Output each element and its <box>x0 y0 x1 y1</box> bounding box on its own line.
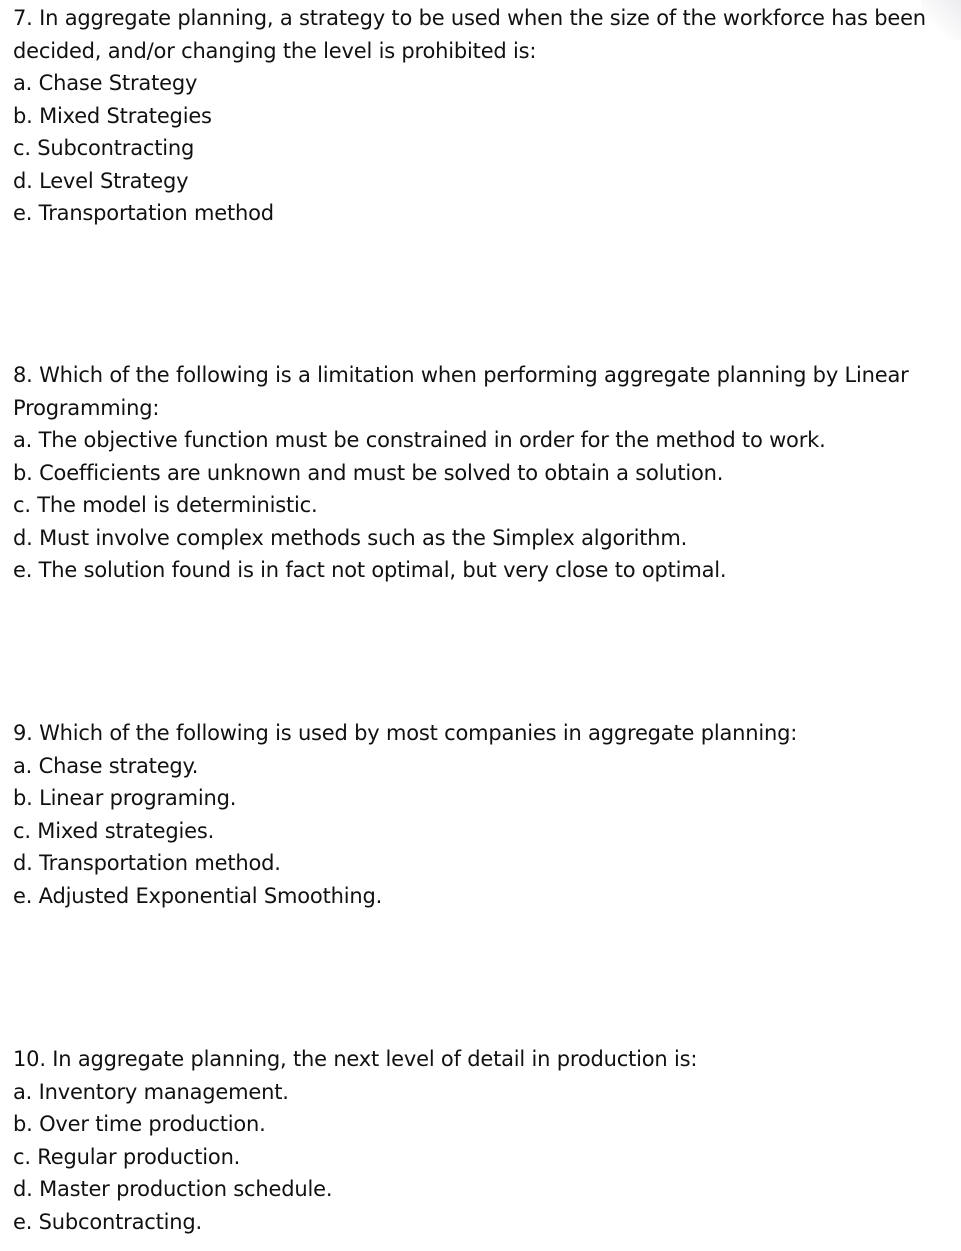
option-a: a. Chase Strategy <box>13 71 198 95</box>
option-c: c. Subcontracting <box>13 136 195 160</box>
option-d: d. Level Strategy <box>13 168 189 193</box>
option-e: e. The solution found is in fact not optimal, but very close to optimal. <box>13 558 727 582</box>
question-stem <box>13 717 957 750</box>
option-a: a. Inventory management. <box>13 1079 289 1104</box>
option-e: e. Subcontracting. <box>13 1209 203 1234</box>
option-a: a. Chase strategy. <box>13 753 199 778</box>
question-8 <box>13 359 957 587</box>
option-d: d. Transportation method. <box>13 851 281 875</box>
question-stem-line: 9. Which of the following is used by most companies in aggregate planning: <box>13 721 798 745</box>
option-d: d. Master production schedule. <box>13 1177 333 1201</box>
question-7 <box>13 2 957 230</box>
option-c: c. The model is deterministic. <box>13 493 318 517</box>
question-stem <box>13 2 957 67</box>
option-d: d. Must involve complex methods such as the Simplex algorithm. <box>13 525 688 550</box>
option-b: b. Coefficients are unknown and must be solved to obtain a solution. <box>13 460 724 485</box>
option-c: c. Regular production. <box>13 1144 241 1169</box>
question-stem <box>13 1043 957 1076</box>
question-stem-line: 7. In aggregate planning, a strategy to be used when the size of the workforce has been <box>13 6 926 30</box>
option-e: e. Transportation method <box>13 201 274 225</box>
question-10 <box>13 1043 957 1238</box>
question-stem-line: 10. In aggregate planning, the next level of detail in production is: <box>13 1047 698 1071</box>
option-e: e. Adjusted Exponential Smoothing. <box>13 883 383 908</box>
option-b: b. Mixed Strategies <box>13 103 212 128</box>
question-9 <box>13 717 957 912</box>
option-b: b. Over time production. <box>13 1112 266 1136</box>
question-stem <box>13 359 957 424</box>
option-c: c. Mixed strategies. <box>13 818 215 843</box>
question-stem-line: 8. Which of the following is a limitation when performing aggregate planning by Linear <box>13 363 909 387</box>
option-b: b. Linear programing. <box>13 786 237 810</box>
question-stem-line: Programming: <box>13 395 160 420</box>
question-stem-line: decided, and/or changing the level is prohibited is: <box>13 38 537 63</box>
option-a: a. The objective function must be constrained in order for the method to work. <box>13 428 826 452</box>
